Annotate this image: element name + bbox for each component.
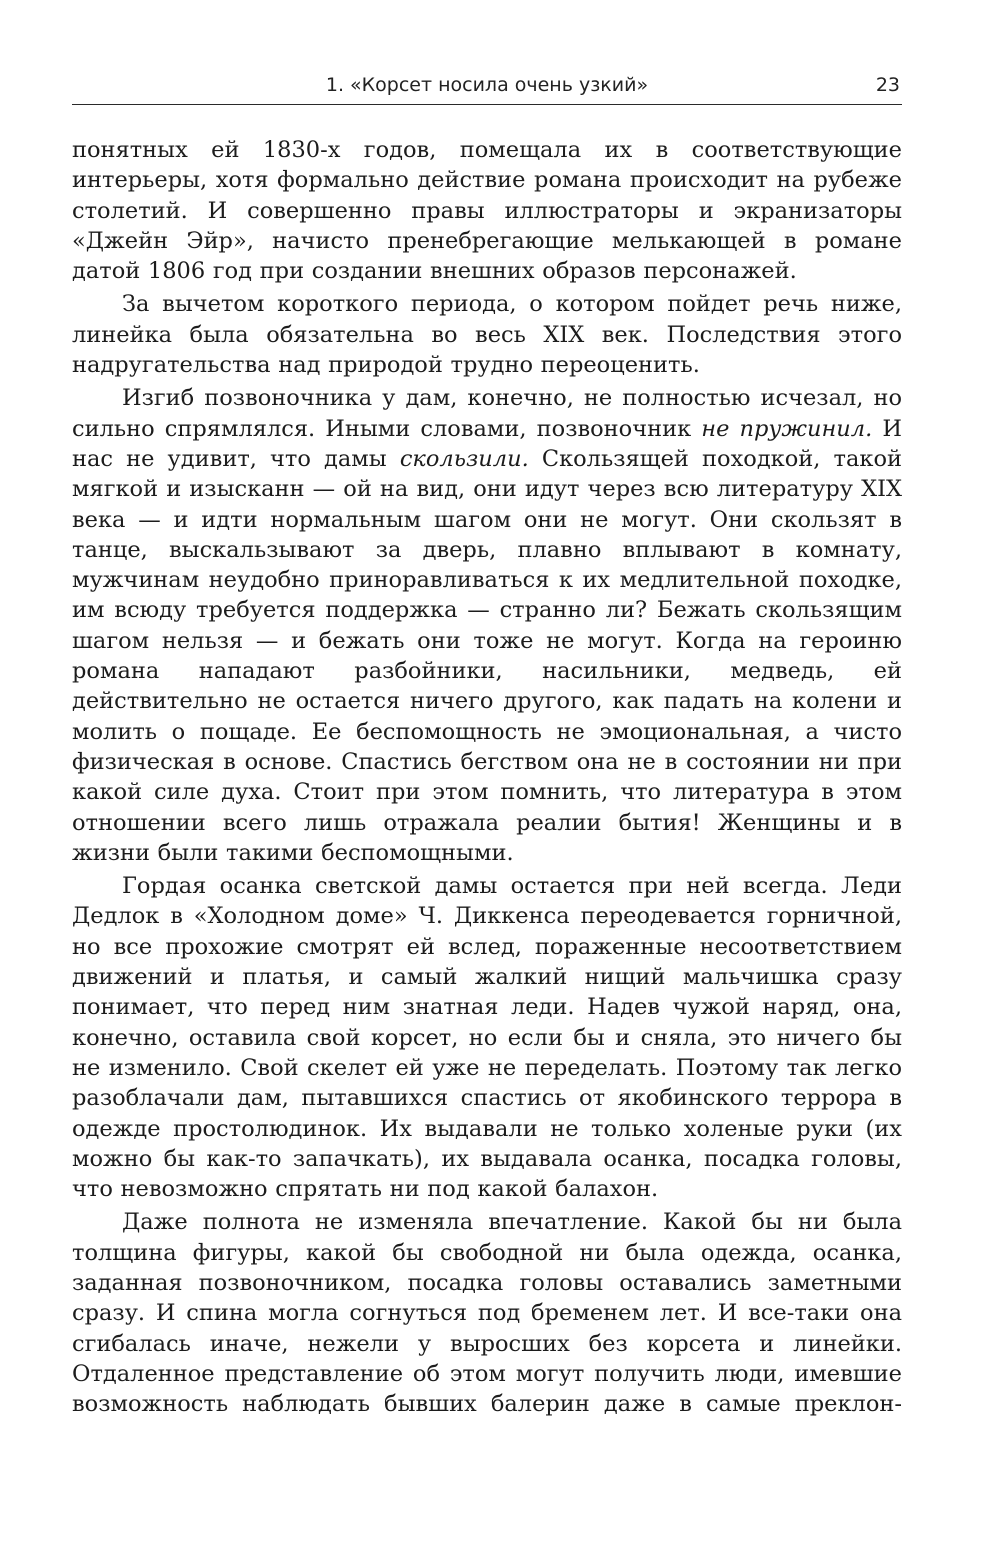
paragraph-text: За вычетом короткого периода, о котором пойдет речь ниже, линейка была обязательна во весь XIX век. Последствия этого надругательства над природой трудно переоценить. [72, 291, 902, 379]
body-text [72, 135, 902, 1419]
italic-phrase: скользили. [399, 445, 529, 472]
paragraph-5 [72, 1207, 902, 1419]
paragraph-text: Скользящей походкой, такой мягкой и изысканн — ой на вид, они идут через всю литературу XIX века — и идти нормальным шагом они не могут. Они скользят в танце, выскальзывают за дверь, плавно вплывают в комнату, мужчинам неудобно приноравливаться к их медлительной походке, им всюду требуется поддержка — странно ли? Бежать скользящим шагом нельзя — и бежать они тоже не могут. Когда на героиню романа нападают разбойники, насильники, медведь, ей действительно не остается ничего другого, как падать на колени и молить о пощаде. Ее беспомощность не эмоциональная, а чисто физическая в основе. Спастись бегством она не в состоянии ни при какой силе духа. Стоит при этом помнить, что литература в этом отношении всего лишь отражала реалии бытия! Женщины и в жизни были такими беспомощными. [72, 445, 903, 866]
paragraph-text: Изгиб позвоночника у дам, конечно, не полностью исчезал, но сильно спрямлялся. Иными словами, позвоночник [72, 385, 902, 442]
page-number: 23 [875, 74, 900, 96]
book-page [72, 66, 902, 1422]
italic-phrase: не пружинил. [701, 415, 873, 442]
paragraph-1 [72, 135, 902, 286]
running-title: 1. «Корсет носила очень узкий» [325, 74, 649, 96]
paragraph-text: И нас не удивит, что дамы [72, 415, 902, 472]
paragraph-2 [72, 289, 902, 380]
running-header [72, 66, 902, 105]
paragraph-text: Даже полнота не изменяла впечатление. Какой бы ни была толщина фигуры, какой бы свободной ни была одежда, осанка, заданная позвоночником, посадка головы оставались заметными сразу. И спина могла согнуться под бременем лет. И все-таки она сгибалась иначе, нежели у выросших без корсета и линейки. Отдаленное представление об этом могут получить люди, имевшие возможность наблюдать бывших балерин даже в самые преклон- [72, 1209, 902, 1418]
paragraph-text: Гордая осанка светской дамы остается при ней всегда. Леди Дедлок в «Холодном доме» Ч. Диккенса переодевается горничной, но все прохожие смотрят ей вслед, пораженные несоответствием движений и платья, и самый жалкий нищий мальчишка сразу понимает, что перед ним знатная леди. Надев чужой наряд, она, конечно, оставила свой корсет, но если бы и сняла, это ничего бы не изменило. Свой скелет ей уже не переделать. Поэтому так легко разоблачали дам, пытавшихся спастись от якобинского террора в одежде простолюдинок. Их выдавали не только холеные руки (их можно бы как-то запачкать), их выдавала осанка, посадка головы, что невозможно спрятать ни под какой балахон. [72, 873, 902, 1203]
paragraph-4 [72, 871, 902, 1204]
paragraph-text: понятных ей 1830-х годов, помещала их в соответствующие интерьеры, хотя формально действие романа происходит на рубеже столетий. И совершенно правы иллюстраторы и экранизаторы «Джейн Эйр», начисто пренебрегающие мелькающей в романе датой 1806 год при создании внешних образов персонажей. [72, 137, 902, 285]
paragraph-3 [72, 383, 902, 868]
